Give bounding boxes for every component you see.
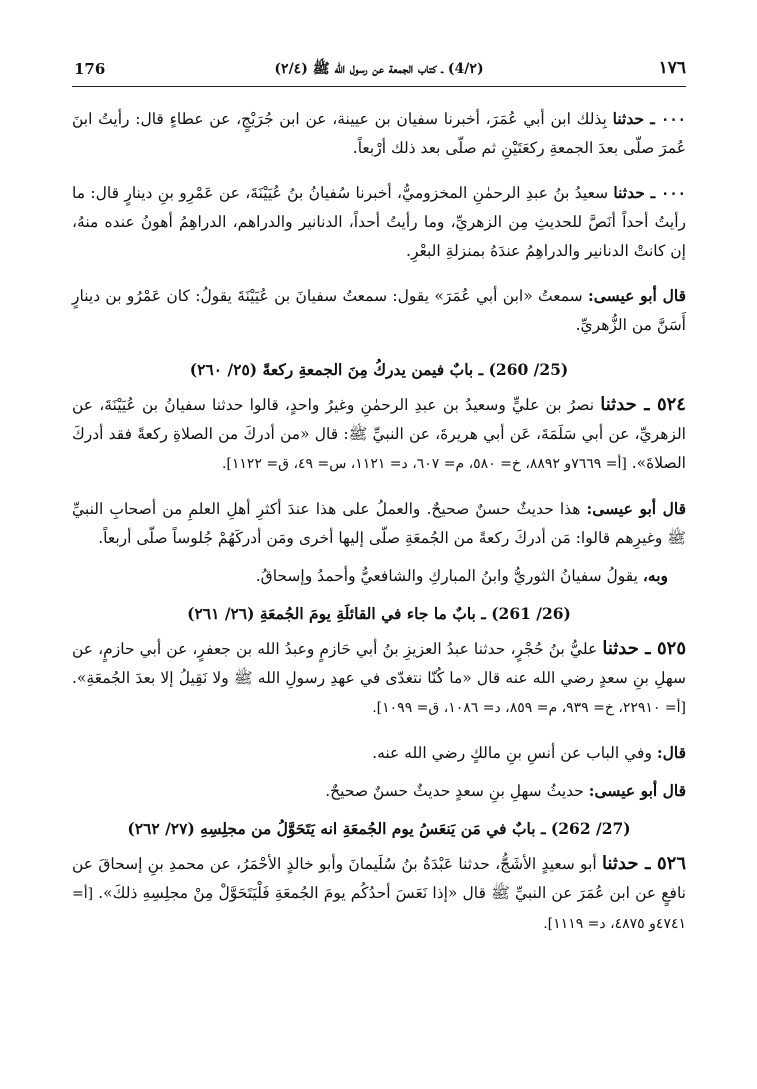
hadith-number-lead: ٥٢٦ ـ حدثنا [601,853,686,874]
entry-lead: قال أبو عيسى: [588,781,686,800]
entry-lead: وبه، [642,566,668,585]
entry-lead: قال: [656,743,686,762]
entry-text: أبو سعيدٍ الأشَجُّ، حدثنا عَبْدَةُ بنُ سُلَيمانَ وأبو خالدٍ الأحْمَرُ، عن محمدِ بنِ إسحاقَ عن نافعٍ عن ابن عُمَرَ عن النبيِّ ﷺ قال «إذا نَعَسَ أحدُكُم يومَ الجُمعَةِ فَلْيَتَحَوَّلْ مِنْ مجلِسِهِ ذلكَ». [72,855,686,902]
page-number-latin: 176 [74,60,106,78]
hadith-number-lead: ٥٢٤ ـ حدثنا [600,394,686,415]
chapter-heading: (26/ 261) ـ بابٌ ما جاء في القائلَةِ يومَ الجُمعَةِ (٢٦/ ٢٦١) [187,604,571,623]
hadith-entry [72,634,686,723]
hadith-reference: [أ= ٧٦٦٩و ٨٨٩٢، خ= ٥٨٠، م= ٦٠٧، د= ١١٢١، س= ٤٩، ق= ١١٢٢]. [221,456,627,472]
hadith-number-lead: ٥٢٥ ـ حدثنا [602,638,686,659]
page-number-arabic: ١٧٦ [658,58,686,78]
entry-text: نصرُ بن عليٍّ وسعيدُ بن عبدِ الرحمٰنِ وغيرُ واحدٍ، قالوا حدثنا سفيانُ بن عُيَيْنَةَ، عن الزهريِّ، عن أبي سَلَمَةَ، عَن أبي هريرةَ، عن النبيِّ ﷺ: قال «من أدركَ من الصلاةِ ركعةً فقد أدركَ الصلاةَ». [72,396,686,472]
entry-text: سعيدُ بنُ عبدِ الرحمٰنِ المخزوميُّ، أخبرنا سُفيانُ بنُ عُيَيْنَةَ، عن عَمْرِو بنِ دينارٍ قال: ما رأيتُ أحداً أنَصَّ للحديثِ مِن الزهريِّ، وما رأيتُ أحداً، الدنانير والدراهم، الدراهِمُ أهونُ عنده منهُ، إن كانتْ الدنانير والدراهِمُ عندَهُ بمنزلةِ البعْرِ. [72,184,686,260]
entry-lead: قال أبو عيسى: [588,286,686,305]
entry-text: سمعتُ «ابن أبي عُمَرَ» يقول: سمعتُ سفيانَ بن عُيَيْنَةَ يقولُ: كان عَمْرُو بن دينارٍ أَسَنَّ من الزُّهريِّ. [72,287,686,334]
entry-text: عليُّ بنُ حُجْرٍ، حدثنا عبدُ العزيزِ بنُ أبي حَازمٍ وعبدُ الله بن جعفرٍ، عن أبي حازمٍ، عن سهلِ بنِ سعدٍ رضي الله عنه قال «ما كُنّا نتغدّى في عهدِ رسولِ الله ﷺ ولا نَقِيلُ إلا بعدَ الجُمعَةِ». [72,640,686,687]
page-header [72,56,686,87]
hadith-entry [72,178,686,266]
hadith-reference: [أ= ٢٢٩١٠، خ= ٩٣٩، م= ٨٥٩، د= ١٠٨٦، ق= ١٠٩٩]. [372,700,686,716]
entry-text: يقولُ سفيانُ الثوريُّ وابنُ المباركِ والشافعيُّ وأحمدُ وإسحاقُ. [255,567,643,585]
commentary-entry [72,281,686,340]
chapter-heading: (27/ 262) ـ بابٌ في مَن يَنعَسُ يوم الجُمعَةِ انه يَتَحَوَّلُ من مجلِسِهِ (٢٧/ ٢٦٢) [127,819,631,838]
hadith-entry [72,104,686,163]
entry-text: وفي الباب عن أنسِ بنِ مالكٍ رضي الله عنه. [372,744,657,762]
entry-lead: قال أبو عيسى: [586,499,686,518]
entry-lead: ٠٠٠ ـ حدثنا [613,183,686,202]
commentary-entry [72,776,686,806]
hadith-reference: [أ= ٤٧٤١و ٤٨٧٥، د= ١١١٩]. [72,886,686,932]
running-head: (٢/4) ـ كتاب الجمعة عن رسول الله ﷺ (٢/٤) [274,61,484,77]
page-body [72,104,686,954]
chapter-heading: (25/ 260) ـ بابٌ فيمن يدركُ مِنَ الجمعةِ ركعةً (٢٥/ ٢٦٠) [189,360,569,379]
entry-text: بِذلك ابن أبي عُمَرَ، أخبرنا سفيان بن عيينة، عن ابن جُرَيْجٍ، عن عطاءٍ قال: رأيتُ ابنَ عُمرَ صلّى بعدَ الجمعةِ ركعَتَيْنِ ثم صلّى بعد ذلك أرْبعاً. [72,110,686,157]
commentary-entry [72,561,686,591]
commentary-entry [72,494,686,553]
hadith-entry [72,390,686,479]
entry-text: حديثُ سهلِ بنِ سعدٍ حديثٌ حسنٌ صحيحٌ. [325,782,589,800]
commentary-entry [72,738,686,768]
entry-lead: ٠٠٠ ـ حدثنا [612,109,686,128]
hadith-entry [72,849,686,939]
entry-text: هذا حديثٌ حسنٌ صحيحٌ. والعملُ على هذا عندَ أكثرِ أهلِ العلمِ من أصحابِ النبيِّ ﷺ وغيرِهم قالوا: مَن أدركَ ركعةً من الجُمعَةِ صلّى إليها أخرى ومَن أدركَهُمْ جُلوساً صلّى أربعاً. [72,500,686,547]
